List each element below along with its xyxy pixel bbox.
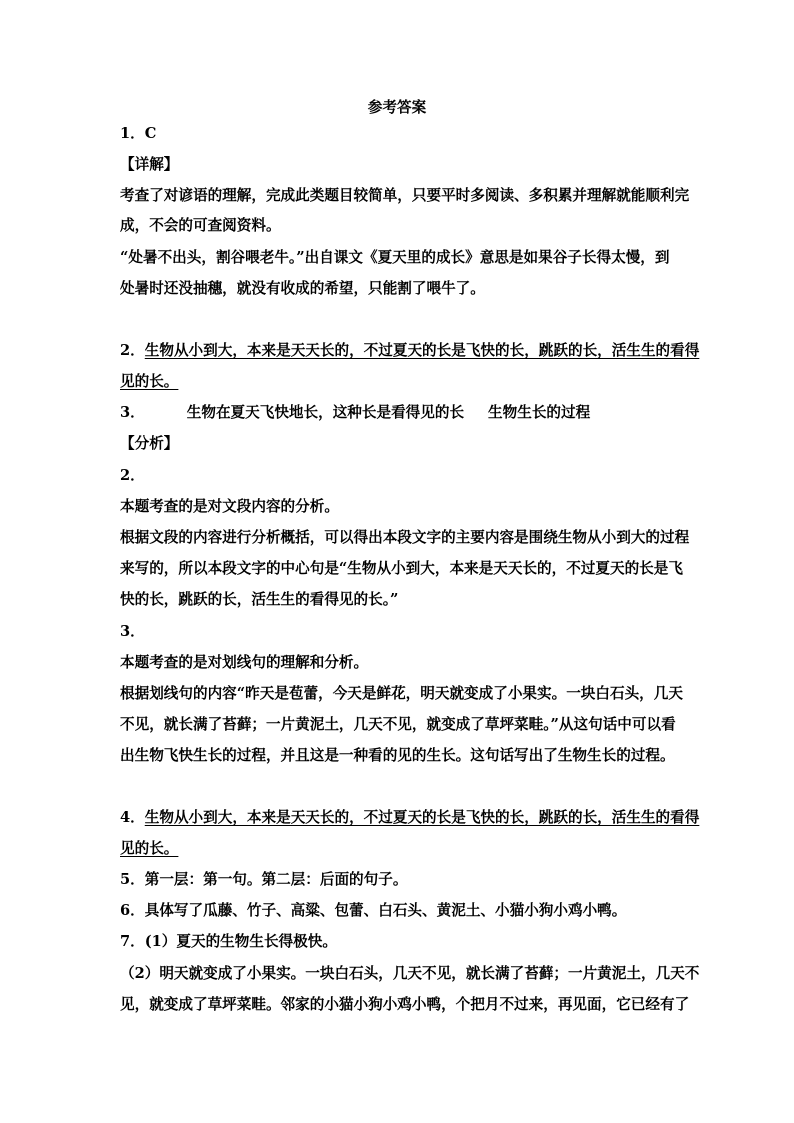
paragraph-line: 考查了对谚语的理解，完成此类题目较简单，只要平时多阅读、多积累并理解就能顺利完 <box>120 187 690 204</box>
paragraph-line: 本题考查的是对文段内容的分析。 <box>120 498 339 515</box>
answer-7-1: 7．(1）夏天的生物生长得极快。 <box>120 933 337 950</box>
underlined-sentence: 见的长。 <box>120 373 179 390</box>
answer-number: 3． <box>120 404 145 421</box>
paragraph-line: 来写的，所以本段文字的中心句是“生物从小到大，本来是天天长的，不过夏天的长是飞 <box>120 560 683 577</box>
paragraph-line: 快的长，跳跃的长，活生生的看得见的长。” <box>120 591 399 608</box>
paragraph-line: 根据划线句的内容“昨天是苞蕾，今天是鲜花，明天就变成了小果实。一块白石头，几天 <box>120 685 683 702</box>
underlined-sentence: 见的长。 <box>120 840 179 857</box>
answer-3-part-1: 生物在夏天飞快地长，这种长是看得见的长 <box>186 404 465 421</box>
paragraph-line: 见，就变成了草坪菜畦。邻家的小猫小狗小鸡小鸭，个把月不过来，再见面，它已经有了 <box>120 996 690 1013</box>
analysis-2-number: 2． <box>120 467 145 484</box>
answer-4 <box>120 808 700 828</box>
paragraph-line: 根据文段的内容进行分析概括，可以得出本段文字的主要内容是围绕生物从小到大的过程 <box>120 529 690 546</box>
answer-3-part-2: 生物生长的过程 <box>488 404 591 421</box>
answer-number: 4． <box>120 809 145 826</box>
answer-1: 1．C <box>120 125 157 142</box>
paragraph-line: 出生物飞快生长的过程，并且这是一种看的见的生长。这句话写出了生物生长的过程。 <box>120 747 675 764</box>
answer-4-cont <box>120 839 680 859</box>
paragraph-line: 成，不会的可查阅资料。 <box>120 217 281 234</box>
underlined-sentence: 生物从小到大，本来是天天长的，不过夏天的长是飞快的长，跳跃的长，活生生的看得 <box>144 342 700 359</box>
answer-5: 5．第一层：第一句。第二层：后面的句子。 <box>120 871 408 888</box>
detail-heading: 【详解】 <box>120 156 179 173</box>
answer-2-cont <box>120 372 680 392</box>
paragraph-line: 处暑时还没抽穗，就没有收成的希望，只能割了喂牛了。 <box>120 280 485 297</box>
answer-number: 2． <box>120 342 145 359</box>
answer-6: 6．具体写了瓜藤、竹子、高粱、包蕾、白石头、黄泥土、小猫小狗小鸡小鸭。 <box>120 902 627 919</box>
paragraph-line: 不见，就长满了苔藓；一片黄泥土，几天不见，就变成了草坪菜畦。”从这句话中可以看 <box>120 716 676 733</box>
paragraph-line: “处暑不出头，割谷喂老牛。”出自课文《夏天里的成长》意思是如果谷子长得太慢，到 <box>120 249 670 266</box>
paragraph-line: 本题考查的是对划线句的理解和分析。 <box>120 654 369 671</box>
underlined-sentence: 生物从小到大，本来是天天长的，不过夏天的长是飞快的长，跳跃的长，活生生的看得 <box>144 809 700 826</box>
answer-2 <box>120 341 700 361</box>
analysis-heading: 【分析】 <box>120 435 179 452</box>
page-title: 参考答案 <box>367 99 427 116</box>
answer-7-2: （2）明天就变成了小果实。一块白石头，几天不见，就长满了苔藓；一片黄泥土，几天不 <box>120 965 700 982</box>
answer-3 <box>120 403 680 423</box>
analysis-3-number: 3． <box>120 623 145 640</box>
